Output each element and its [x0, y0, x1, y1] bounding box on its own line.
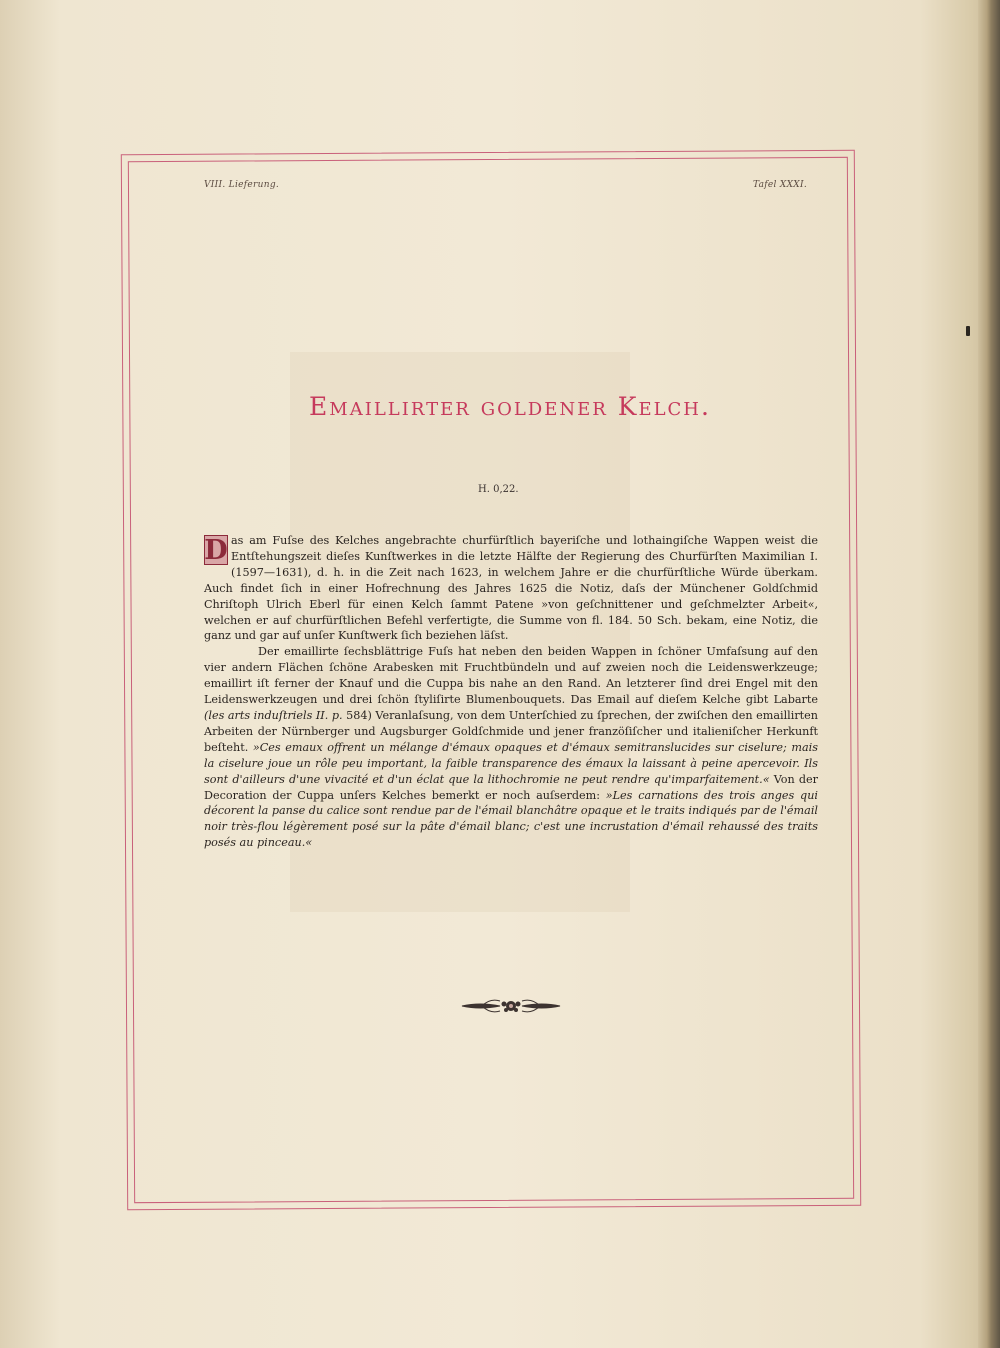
- paragraph-2: [204, 644, 818, 851]
- paragraph-1: [204, 533, 818, 644]
- plate-number-header: Tafel XXXI.: [753, 180, 808, 190]
- description-text: [204, 533, 818, 851]
- paragraph-2-part-a: Der emaillirte ſechsblättrige Fuſs hat neben den beiden Wappen in ſchöner Umfaſsung auf den vier andern Flächen ſchöne Arabesken mit Fruchtbündeln und auf zweien noch die Leidenswerkzeuge; emaillirt iſt ferner der Knauf und die Cuppa bis nahe an den Rand. An letzterer ſind drei Engel mit den Leidenswerkzeugen und drei ſchön ſtyliſirte Blumenbouquets. Das Email auf dieſem Kelche gibt Labarte: [204, 645, 818, 707]
- delivery-header: VIII. Lieferung.: [204, 180, 280, 190]
- labarte-page-number: 584): [346, 708, 372, 722]
- book-page-edge: [978, 0, 1000, 1348]
- height-measure: H. 0,22.: [478, 484, 519, 495]
- paragraph-2-part-c: Von der Decoration der Cuppa unſers Kelches bemerkt er noch auſserdem:: [204, 772, 818, 802]
- page-marker: [966, 326, 970, 336]
- labarte-reference: (les arts induſtriels II. p.: [204, 708, 343, 722]
- paragraph-1-text: as am Fuſse des Kelches angebrachte churfürſtlich bayeriſche und lothaingiſche Wappen weist die Entſtehungszeit dieſes Kunſtwerkes in die letzte Hälfte der Regierung des Churfürſten Maximilian I. (1597—1631), d. h. in die Zeit nach 1623, in welchem Jahre er die churfürſtliche Würde überkam. Auch findet ſich in einer Hofrechnung des Jahres 1625 die Notiz, daſs der Münchener Goldſchmid Chriſtoph Ulrich Eberl für einen Kelch ſammt Patene »von geſchnittener und geſchmelzter Arbeit«, welchen er auf churfürſtlichen Befehl verfertigte, die Summe von fl. 184. 50 Sch. bekam, eine Notiz, die ganz und gar auf unſer Kunſtwerk ſich beziehen läſst.: [204, 534, 818, 643]
- french-quote-2: »Les carnations des trois anges qui décorent la panse du calice sont rendue par de l'émail blanchâtre opaque et le traits indiqués par de l'émail noir très-flou légèrement posé sur la pâte d'émail blanc; c'est une incrustation d'émail rehaussé des traits posés au pinceau.«: [204, 788, 818, 850]
- illuminated-initial-icon: D: [204, 534, 228, 566]
- floral-vignette-icon: [460, 995, 562, 1017]
- page-title: Emaillirter goldener Kelch.: [309, 392, 711, 421]
- french-quote-1: »Ces emaux offrent un mélange d'émaux opaques et d'émaux semitranslucides sur ciselure; mais la ciselure joue un rôle peu important, la faible transparence des émaux la laissant à peine apercevoir. Ils sont d'ailleurs d'une vivacité et d'un éclat que la lithochromie ne peut rendre qu'imparfaitement.«: [204, 740, 818, 786]
- paragraph-2-part-b: Veranlaſsung, von dem Unterſchied zu ſprechen, der zwiſchen den emaillirten Arbeiten der Nürnberger und Augsburger Goldſchmide und jener franzöſiſcher und italieniſcher Herkunft beſteht.: [204, 708, 818, 754]
